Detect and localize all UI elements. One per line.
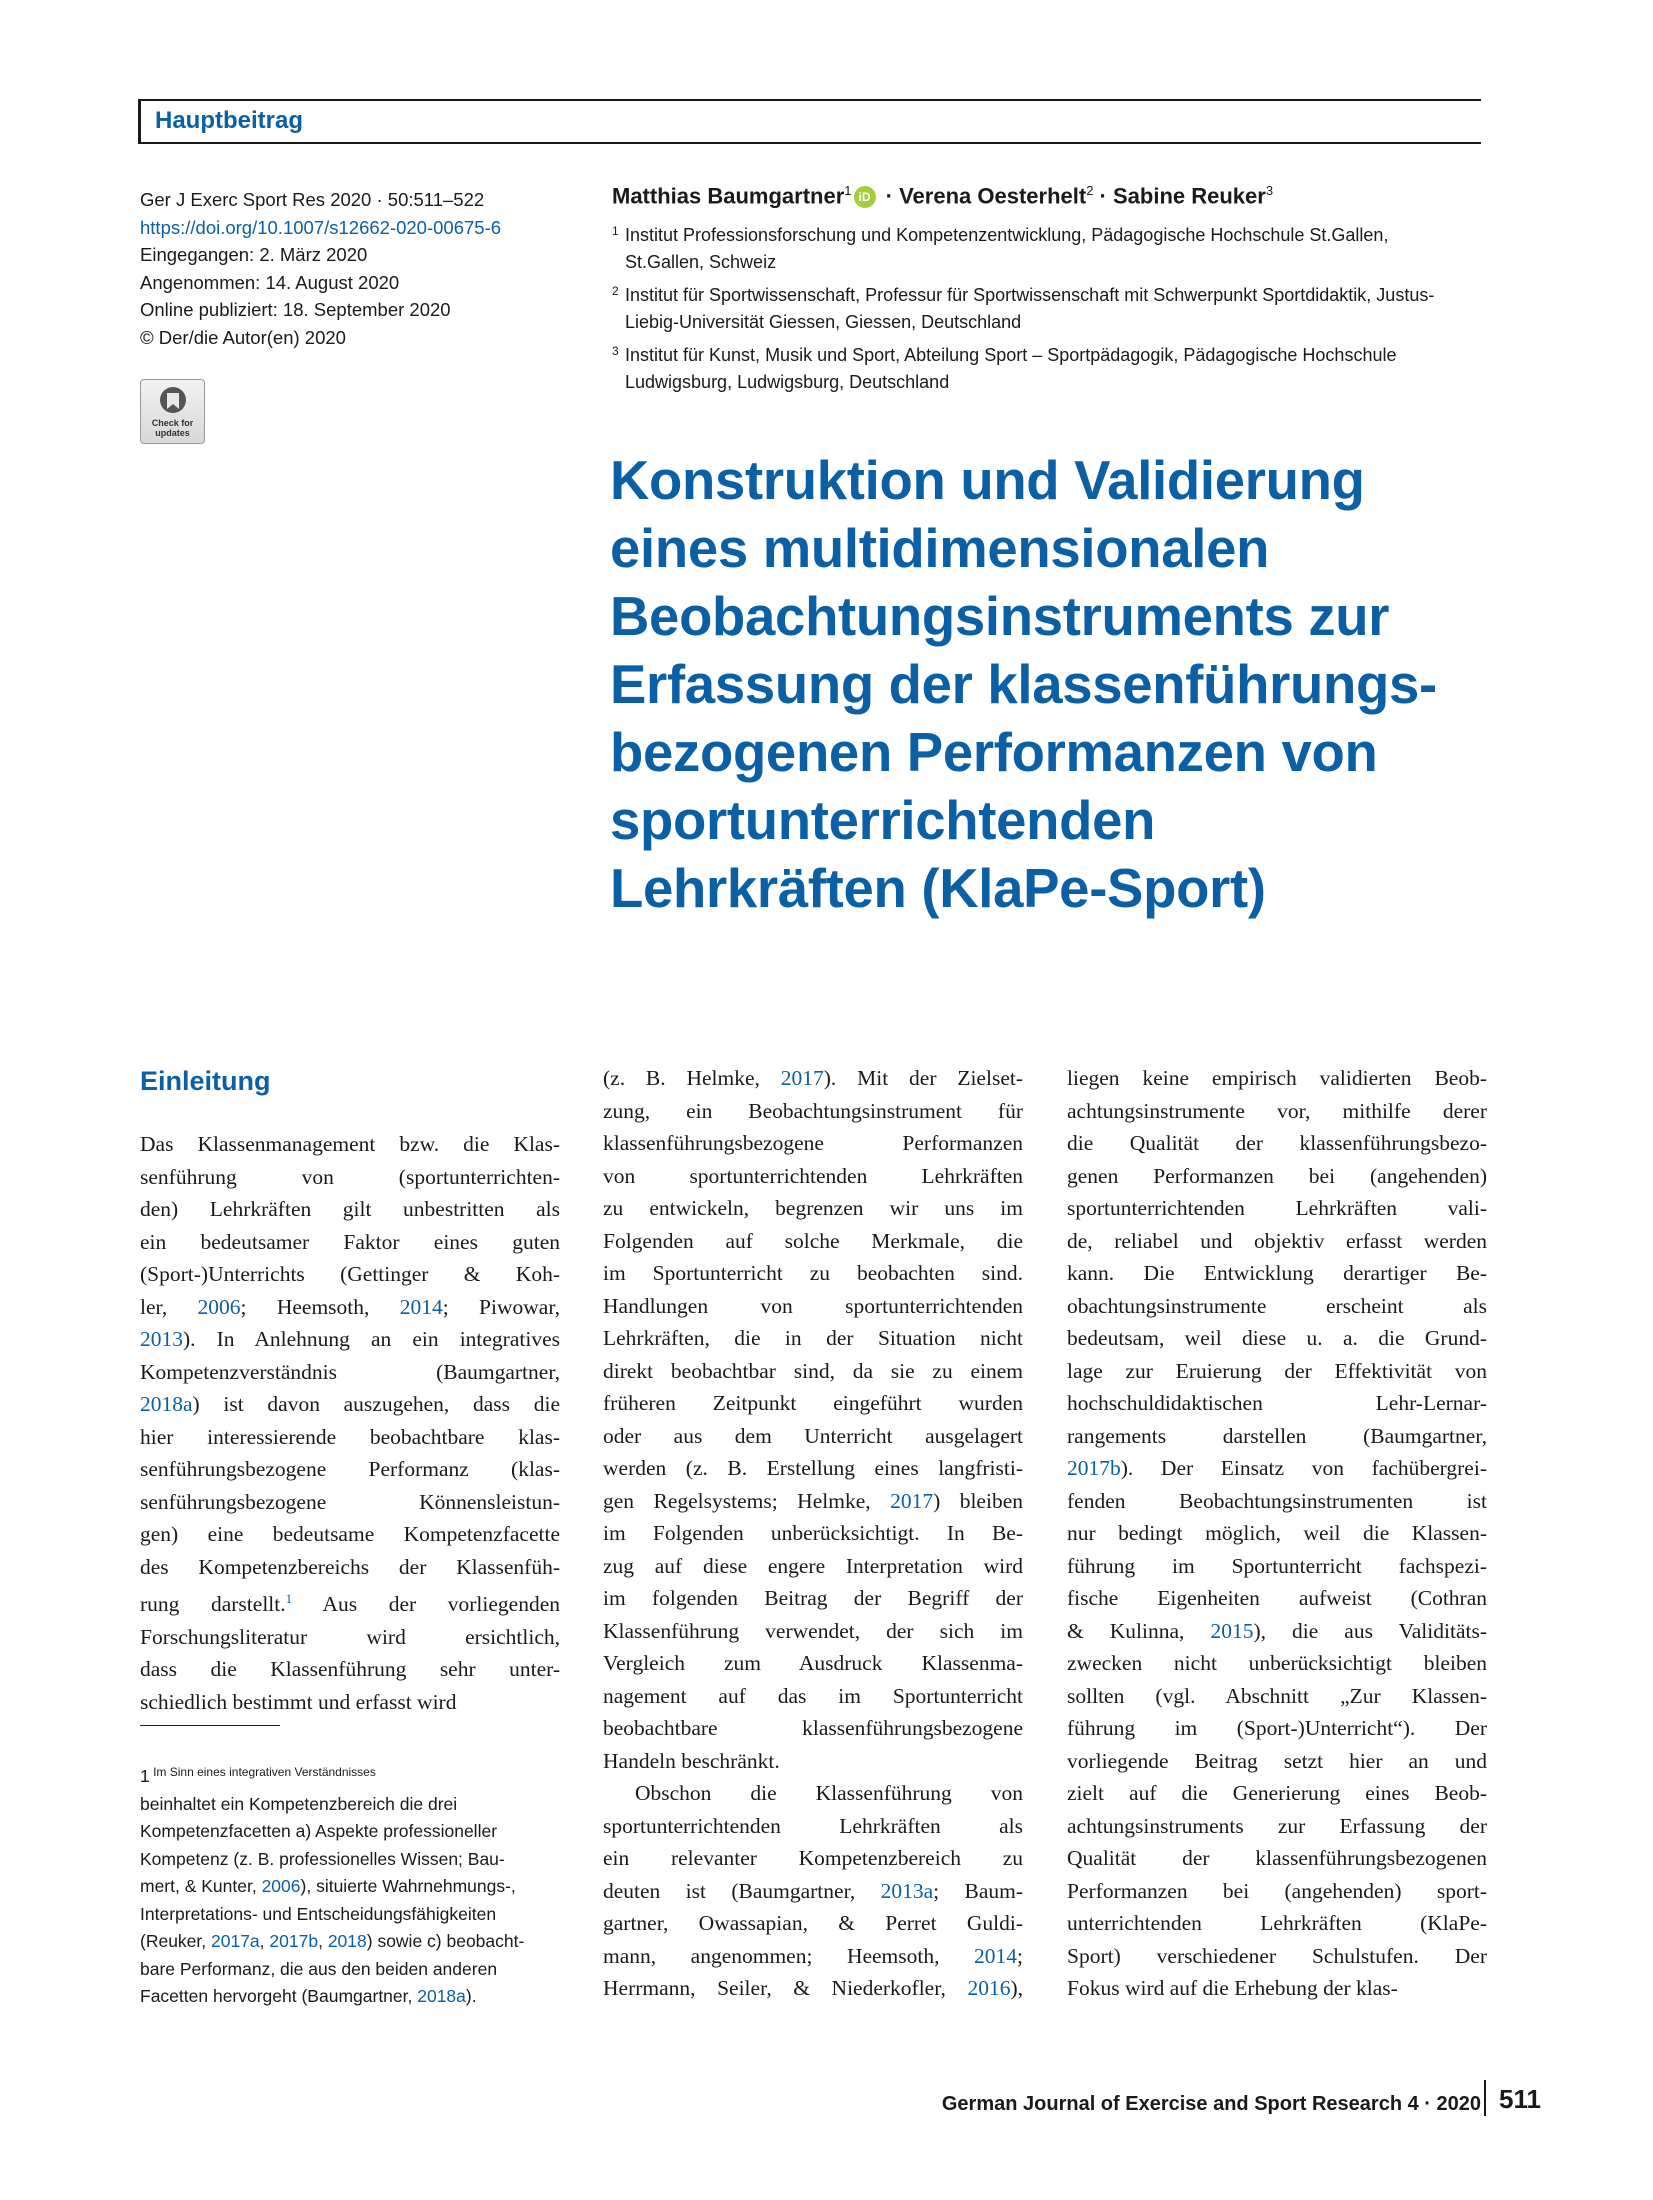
title-line: bezogenen Performanzen von xyxy=(610,722,1378,783)
body-line: Qualität der klassenführungsbezogenen xyxy=(1067,1846,1487,1870)
body-line: Das Klassenmanagement bzw. die Klas- xyxy=(140,1132,560,1156)
body-line: Klassenführung verwendet, der sich im xyxy=(603,1618,1023,1643)
body-line: rangements darstellen (Baumgartner, xyxy=(1067,1423,1487,1448)
body-line: Folgenden auf solche Merkmale, die xyxy=(603,1228,1023,1253)
affiliation-2 xyxy=(612,282,1492,336)
footnote-line xyxy=(140,1983,560,2011)
body-line xyxy=(140,1291,560,1324)
section-label: Hauptbeitrag xyxy=(155,107,304,134)
citation-link[interactable]: 2013 xyxy=(140,1327,183,1351)
body-line: ein relevanter Kompetenzbereich zu xyxy=(603,1846,1023,1870)
text-span: ler, xyxy=(140,1294,198,1319)
article-meta xyxy=(140,186,560,351)
body-line: zung, ein Beobachtungsinstrument für xyxy=(603,1098,1023,1123)
footnote-line: beinhaltet ein Kompetenzbereich die drei xyxy=(140,1793,458,1814)
text-span: ; xyxy=(1017,1943,1023,1968)
text-span: ) ist davon auszugehen, dass die xyxy=(192,1392,560,1416)
body-line: früheren Zeitpunkt eingeführt wurden xyxy=(603,1391,1023,1415)
footnote-line xyxy=(140,1928,560,1956)
affiliation-num: 3 xyxy=(612,344,619,358)
title-line: sportunterrichtenden xyxy=(610,790,1156,851)
author-2-sup: 2 xyxy=(1086,183,1094,198)
body-line: sollten (vgl. Abschnitt „Zur Klassen- xyxy=(1067,1683,1487,1708)
footnote-line: Kompetenz (z. B. professionelles Wissen; Bau- xyxy=(140,1848,505,1869)
body-line: im Folgenden unberücksichtigt. In Be- xyxy=(603,1521,1023,1545)
citation-link[interactable]: 2017 xyxy=(780,1066,824,1090)
body-line: im folgenden Beitrag der Begriff der xyxy=(603,1586,1023,1610)
body-line: fische Eigenheiten aufweist (Cothran xyxy=(1067,1586,1487,1610)
body-line: nagement auf das im Sportunterricht xyxy=(603,1683,1023,1708)
body-line xyxy=(603,1062,1023,1095)
body-column-2 xyxy=(603,1062,1023,2005)
author-list xyxy=(612,183,1273,209)
citation-link[interactable]: 2014 xyxy=(974,1943,1018,1968)
citation-link[interactable]: 2017b xyxy=(269,1931,319,1951)
text-span: ), xyxy=(1010,1976,1023,2000)
citation-link[interactable]: 2017 xyxy=(890,1488,934,1513)
body-line: ein bedeutsamer Faktor eines guten xyxy=(140,1229,560,1254)
body-line: unterrichtenden Lehrkräften (KlaPe- xyxy=(1067,1911,1487,1935)
body-line xyxy=(140,1323,560,1356)
body-line: klassenführungsbezogene Performanzen xyxy=(603,1131,1023,1155)
text-span: , xyxy=(318,1931,328,1951)
body-line: senführungsbezogene Könnensleistun- xyxy=(140,1489,560,1514)
copyright: © Der/die Autor(en) 2020 xyxy=(140,326,346,348)
accepted-date: Angenommen: 14. August 2020 xyxy=(140,271,400,293)
body-line: Vergleich zum Ausdruck Klassenma- xyxy=(603,1651,1023,1675)
body-line: von sportunterrichtenden Lehrkräften xyxy=(603,1163,1023,1188)
text-span: Aus der vorliegenden xyxy=(292,1592,560,1616)
body-line: fenden Beobachtungsinstrumenten ist xyxy=(1067,1488,1487,1513)
body-line: im Sportunterricht zu beobachten sind. xyxy=(603,1261,1023,1285)
title-line: Konstruktion und Validierung xyxy=(610,450,1365,511)
body-line xyxy=(603,1940,1023,1973)
bookmark-icon xyxy=(141,380,206,420)
article-title xyxy=(610,447,1490,923)
body-line: zwecken nicht unberücksichtigt bleiben xyxy=(1067,1651,1487,1675)
body-line: senführung von (sportunterrichten- xyxy=(140,1164,560,1189)
body-line: lage zur Eruierung der Effektivität von xyxy=(1067,1358,1487,1383)
body-line xyxy=(1067,1452,1487,1485)
body-line: des Kompetenzbereichs der Klassenfüh- xyxy=(140,1554,560,1579)
title-line: Beobachtungsinstruments zur xyxy=(610,586,1390,647)
affiliation-num: 2 xyxy=(612,284,619,298)
text-span: 1 xyxy=(140,1766,150,1786)
author-2[interactable]: Verena Oesterhelt xyxy=(899,183,1087,209)
body-line: Handeln beschränkt. xyxy=(603,1748,780,1773)
text-span: & Kulinna, xyxy=(1067,1618,1211,1643)
text-span: ) sowie c) beobacht- xyxy=(366,1931,525,1951)
body-line xyxy=(603,1485,1023,1518)
author-3-sup: 3 xyxy=(1265,183,1274,198)
text-span: deuten ist (Baumgartner, xyxy=(603,1878,881,1903)
body-line: Obschon die Klassenführung von xyxy=(635,1781,1023,1805)
footnote-line: bare Performanz, die aus den beiden anderen xyxy=(140,1958,498,1979)
author-1[interactable]: Matthias Baumgartner xyxy=(612,183,845,209)
citation-link[interactable]: 2018 xyxy=(327,1931,367,1951)
body-line: senführungsbezogene Performanz (klas- xyxy=(140,1457,560,1481)
body-line: Lehrkräften, die in der Situation nicht xyxy=(603,1326,1023,1350)
body-line: Fokus wird auf die Erhebung der klas- xyxy=(1067,1976,1398,2000)
body-line: die Qualität der klassenführungsbezo- xyxy=(1067,1131,1487,1155)
citation-link[interactable]: 2014 xyxy=(399,1294,443,1319)
text-span: (Reuker, xyxy=(140,1931,211,1951)
footnote xyxy=(140,1759,560,2011)
text-span: ; Piwowar, xyxy=(442,1294,560,1319)
body-line: Sport) verschiedener Schulstufen. Der xyxy=(1067,1943,1487,1968)
text-span: ; Baum- xyxy=(933,1878,1024,1903)
text-span: ). Der Einsatz von fachübergrei- xyxy=(1120,1456,1487,1480)
body-line: obachtungsinstrumente erscheint als xyxy=(1067,1293,1487,1318)
text-span: Facetten hervorgeht (Baumgartner, xyxy=(140,1986,418,2006)
section-header-box xyxy=(138,99,1481,144)
text-span: ). In Anlehnung an ein integratives xyxy=(183,1327,560,1351)
citation-link[interactable]: 2015 xyxy=(1210,1618,1254,1643)
text-span: ). xyxy=(465,1986,477,2006)
footnote-line: Interpretations- und Entscheidungsfähigkeiten xyxy=(140,1903,497,1924)
citation-link[interactable]: 2018a xyxy=(417,1986,466,2006)
page-number: 511 xyxy=(1499,2084,1541,2114)
body-line: Forschungsliteratur wird ersichtlich, xyxy=(140,1624,560,1649)
body-line: (Sport-)Unterrichts (Gettinger & Koh- xyxy=(140,1262,560,1286)
body-line: gen) eine bedeutsame Kompetenzfacette xyxy=(140,1522,560,1546)
body-line: vorliegende Beitrag setzt hier an und xyxy=(1067,1748,1487,1773)
footer-separator xyxy=(1484,2080,1486,2116)
title-line: Erfassung der klassenführungs- xyxy=(610,654,1437,715)
body-line: nur bedingt möglich, weil die Klassen- xyxy=(1067,1521,1487,1545)
text-span: mert, & Kunter, xyxy=(140,1876,262,1896)
affiliation-line: Institut Professionsforschung und Kompetenzentwicklung, Pädagogische Hochschule St.Gallen, xyxy=(625,225,1389,245)
title-line: eines multidimensionalen xyxy=(610,518,1270,579)
doi-link[interactable]: https://doi.org/10.1007/s12662-020-00675-6 xyxy=(140,216,502,238)
affiliation-line: Institut für Kunst, Musik und Sport, Abteilung Sport – Sportpädagogik, Pädagogische Hochschule xyxy=(625,345,1397,365)
body-line xyxy=(140,1583,560,1621)
body-line: liegen keine empirisch validierten Beob- xyxy=(1067,1066,1487,1090)
body-line: oder aus dem Unterricht ausgelagert xyxy=(603,1423,1023,1448)
body-line: achtungsinstrumente vor, mithilfe derer xyxy=(1067,1098,1487,1123)
body-line xyxy=(1067,1615,1487,1648)
text-span: mann, angenommen; Heemsoth, xyxy=(603,1943,975,1968)
body-line: kann. Die Entwicklung derartiger Be- xyxy=(1067,1261,1487,1285)
citation: Ger J Exerc Sport Res 2020 · 50:511–522 xyxy=(140,189,485,210)
orcid-icon[interactable]: iD xyxy=(854,186,876,208)
affiliation-3 xyxy=(612,342,1492,396)
body-column-3 xyxy=(1067,1062,1487,2005)
body-line: schiedlich bestimmt und erfasst wird xyxy=(140,1689,457,1714)
body-line: den) Lehrkräften gilt unbestritten als xyxy=(140,1197,560,1221)
footnote-number: Im Sinn eines integrativen Verständnisses xyxy=(149,1765,376,1779)
author-sep: · xyxy=(1093,183,1113,209)
text-span: ; Heemsoth, xyxy=(240,1294,400,1319)
text-span: ) bleiben xyxy=(933,1488,1023,1513)
title-line: Lehrkräften (KlaPe-Sport) xyxy=(610,858,1266,919)
footnote-rule xyxy=(140,1725,280,1726)
body-line: hochschuldidaktischen Lehr-Lernar- xyxy=(1067,1391,1487,1415)
body-line: direkt beobachtbar sind, da sie zu einem xyxy=(603,1358,1023,1383)
body-line: zug auf diese engere Interpretation wird xyxy=(603,1553,1023,1578)
citation-link[interactable]: 2006 xyxy=(261,1876,301,1896)
section-heading: Einleitung xyxy=(140,1066,271,1096)
text-span: Herrmann, Seiler, & Niederkofler, xyxy=(603,1976,968,2000)
body-line: zielt auf die Generierung eines Beob- xyxy=(1067,1781,1487,1805)
citation-link[interactable]: 2006 xyxy=(197,1294,241,1319)
footnote-line: Kompetenzfacetten a) Aspekte professioneller xyxy=(140,1821,498,1841)
footnote-line xyxy=(140,1873,560,1901)
body-line: bedeutsam, weil diese u. a. die Grund- xyxy=(1067,1326,1487,1350)
author-3[interactable]: Sabine Reuker xyxy=(1112,183,1266,209)
body-line: führung im (Sport-)Unterricht“). Der xyxy=(1067,1716,1487,1740)
text-span: , xyxy=(259,1931,270,1951)
body-line xyxy=(140,1388,560,1421)
body-line xyxy=(603,1875,1023,1908)
body-line: hier interessierende beobachtbare klas- xyxy=(140,1424,560,1449)
body-line: beobachtbare klassenführungsbezogene xyxy=(603,1716,1023,1740)
affiliation-1 xyxy=(612,222,1492,276)
affiliation-num: 1 xyxy=(612,224,619,238)
badge-label: Check for updates xyxy=(151,418,194,438)
citation-link[interactable]: 2013a xyxy=(880,1878,934,1903)
body-line: genen Performanzen bei (angehenden) xyxy=(1067,1163,1487,1188)
body-line: achtungsinstruments zur Erfassung der xyxy=(1067,1813,1487,1838)
body-line xyxy=(603,1972,1023,2005)
body-line: sportunterrichtenden Lehrkräften vali- xyxy=(1067,1196,1487,1220)
body-line: de, reliabel und objektiv erfasst werden xyxy=(1067,1228,1487,1253)
footnote-ref[interactable]: 1 xyxy=(285,1591,293,1606)
body-line: werden (z. B. Erstellung eines langfristi- xyxy=(603,1456,1023,1480)
text-span: gen Regelsystems; Helmke, xyxy=(603,1488,891,1513)
citation-link[interactable]: 2018a xyxy=(140,1392,193,1416)
check-for-updates-badge[interactable] xyxy=(140,379,205,444)
affiliation-line: Institut für Sportwissenschaft, Professur für Sportwissenschaft mit Schwerpunkt Sportdidaktik, Justus- xyxy=(625,285,1435,305)
received-date: Eingegangen: 2. März 2020 xyxy=(140,244,368,265)
text-span: ), situierte Wahrnehmungs-, xyxy=(300,1876,516,1896)
text-span: ), die aus Validitäts- xyxy=(1253,1618,1487,1643)
body-line: dass die Klassenführung sehr unter- xyxy=(140,1657,560,1681)
affiliation-line: Ludwigsburg, Ludwigsburg, Deutschland xyxy=(625,372,950,392)
author-1-sup: 1 xyxy=(844,183,852,198)
citation-link[interactable]: 2016 xyxy=(967,1976,1011,2000)
affiliation-line: St.Gallen, Schweiz xyxy=(625,252,777,272)
affiliation-line: Liebig-Universität Giessen, Giessen, Deutschland xyxy=(625,312,1022,332)
body-column-1 xyxy=(140,1128,560,1718)
body-line: zu entwickeln, begrenzen wir uns im xyxy=(603,1196,1023,1220)
published-date: Online publiziert: 18. September 2020 xyxy=(140,299,451,320)
body-line: Performanzen bei (angehenden) sport- xyxy=(1067,1878,1487,1903)
body-line: Kompetenzverständnis (Baumgartner, xyxy=(140,1359,560,1384)
citation-link[interactable]: 2017a xyxy=(211,1931,260,1951)
text-span: (z. B. Helmke, xyxy=(603,1066,781,1090)
body-line: gartner, Owassapian, & Perret Guldi- xyxy=(603,1911,1023,1935)
text-span: rung darstellt. xyxy=(140,1592,286,1616)
footnote-line xyxy=(140,1759,560,1791)
text-span: ). Mit der Zielset- xyxy=(823,1066,1023,1090)
citation-link[interactable]: 2017b xyxy=(1067,1456,1121,1480)
footer-journal: German Journal of Exercise and Sport Research 4 · 2020 xyxy=(941,2093,1481,2115)
body-line: führung im Sportunterricht fachspezi- xyxy=(1067,1553,1487,1578)
body-line: Handlungen von sportunterrichtenden xyxy=(603,1293,1023,1318)
body-line: sportunterrichtenden Lehrkräften als xyxy=(603,1813,1023,1838)
author-sep: · xyxy=(879,183,900,209)
